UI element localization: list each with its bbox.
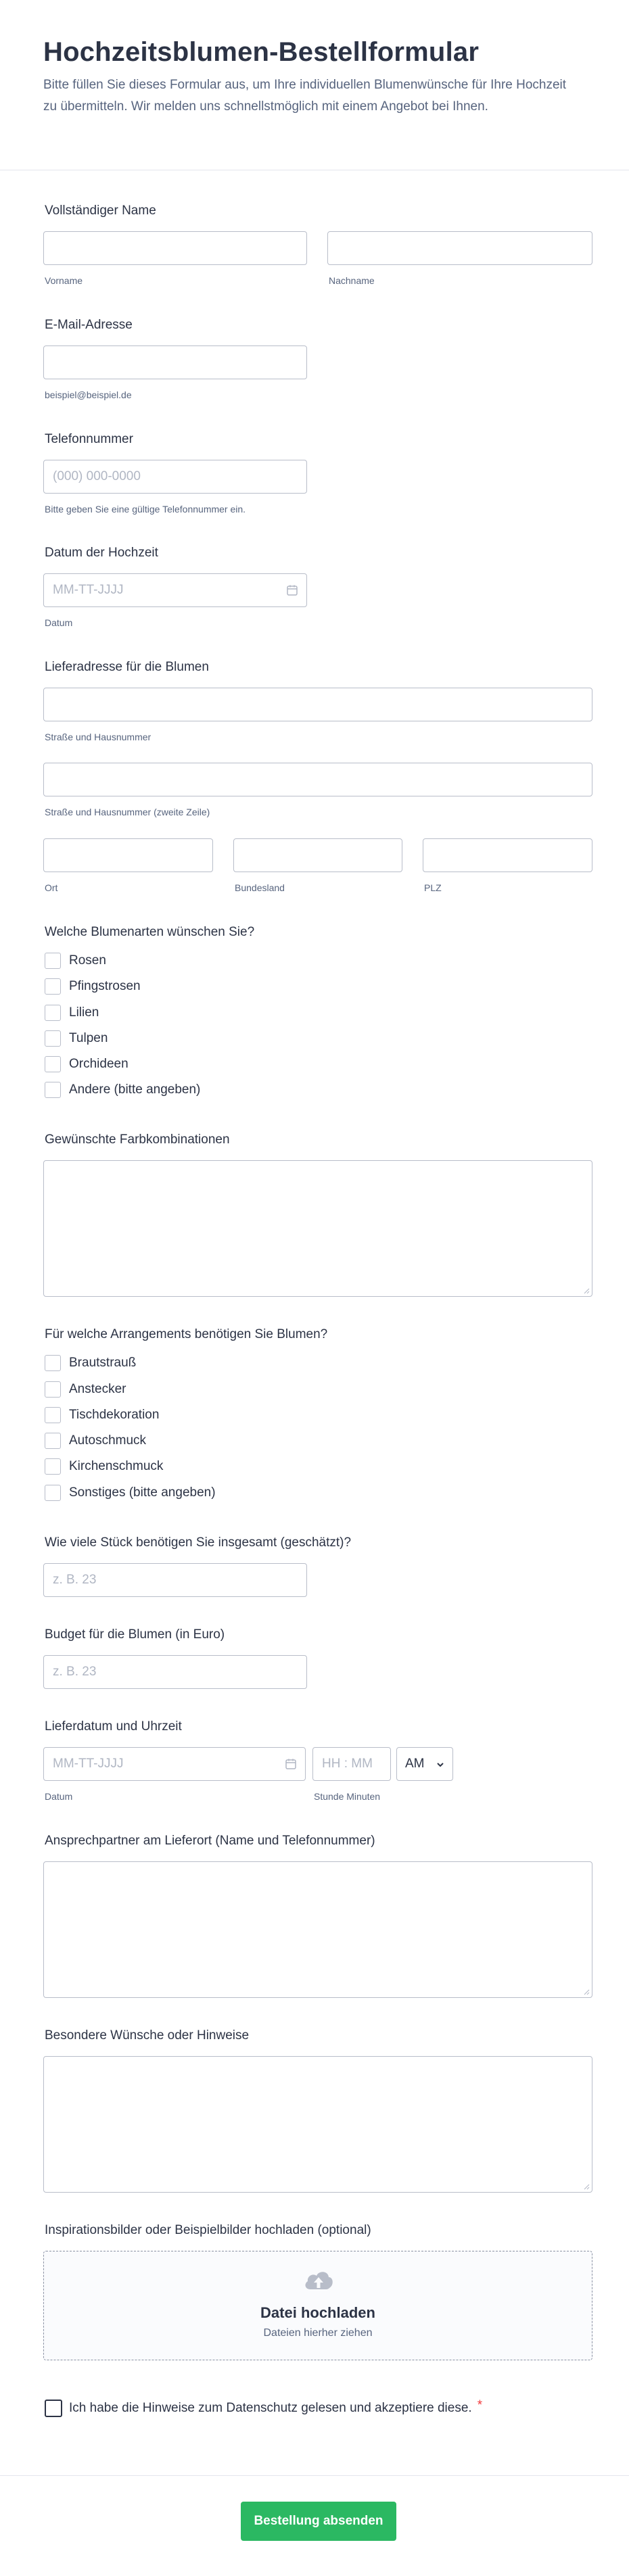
upload-hint: Dateien hierher ziehen	[263, 2327, 373, 2339]
delivery-time-sublabel: Stunde Minuten	[314, 1791, 381, 1802]
delivery-label: Lieferdatum und Uhrzeit	[45, 1719, 182, 1734]
flower-option[interactable]: Andere (bitte angeben)	[45, 1081, 200, 1099]
resize-handle-icon[interactable]	[583, 2183, 590, 2190]
zip-sublabel: PLZ	[424, 882, 442, 893]
wedding-date-label: Datum der Hochzeit	[45, 546, 158, 560]
delivery-date-placeholder: MM-TT-JJJJ	[53, 1757, 124, 1771]
checkbox[interactable]	[45, 953, 61, 969]
checkbox[interactable]	[45, 1056, 61, 1072]
privacy-text: Ich habe die Hinweise zum Datenschutz gelesen und akzeptiere diese.	[69, 2401, 472, 2415]
contact-textarea[interactable]	[43, 1861, 592, 1998]
address-label: Lieferadresse für die Blumen	[45, 660, 209, 674]
calendar-icon[interactable]	[286, 584, 298, 596]
budget-input[interactable]: z. B. 23	[43, 1655, 307, 1689]
street-input[interactable]	[43, 688, 592, 721]
checkbox[interactable]	[45, 1030, 61, 1047]
last-name-input[interactable]	[327, 231, 592, 265]
upload-title: Datei hochladen	[260, 2304, 375, 2321]
first-name-input[interactable]	[43, 231, 307, 265]
ampm-value: AM	[405, 1757, 425, 1771]
phone-label: Telefonnummer	[45, 432, 133, 446]
page-subtitle: Bitte füllen Sie dieses Formular aus, um Ihre individuellen Blumenwünsche für Ihre Hochzeit zu übermitteln. Wir melden uns schnellstmöglich mit einem Angebot bei Ihnen.	[43, 78, 567, 114]
budget-label: Budget für die Blumen (in Euro)	[45, 1627, 225, 1642]
arrangement-option[interactable]: Brautstrauß	[45, 1354, 136, 1372]
street2-input[interactable]	[43, 763, 592, 796]
colors-label: Gewünschte Farbkombinationen	[45, 1132, 230, 1147]
first-name-sublabel: Vorname	[45, 275, 83, 286]
phone-input[interactable]: (000) 000-0000	[43, 460, 307, 494]
cloud-upload-icon	[302, 2268, 335, 2292]
arrangement-option[interactable]: Tischdekoration	[45, 1406, 159, 1424]
checkbox[interactable]	[45, 1433, 61, 1449]
city-input[interactable]	[43, 838, 213, 872]
chevron-down-icon	[436, 1761, 444, 1768]
arrangement-option[interactable]: Autoschmuck	[45, 1432, 146, 1450]
city-sublabel: Ort	[45, 882, 58, 893]
checkbox[interactable]	[45, 978, 61, 995]
submit-button[interactable]: Bestellung absenden	[241, 2502, 396, 2541]
checkbox[interactable]	[45, 1407, 61, 1423]
privacy-checkbox[interactable]	[45, 2400, 62, 2417]
phone-sublabel: Bitte geben Sie eine gültige Telefonnummer ein.	[45, 504, 246, 515]
email-input[interactable]	[43, 345, 307, 379]
checkbox[interactable]	[45, 1355, 61, 1371]
flower-option[interactable]: Pfingstrosen	[45, 978, 141, 995]
flowers-label: Welche Blumenarten wünschen Sie?	[45, 925, 255, 939]
checkbox[interactable]	[45, 1381, 61, 1398]
wedding-date-sublabel: Datum	[45, 617, 73, 628]
file-upload-dropzone[interactable]	[43, 2251, 592, 2360]
checkbox[interactable]	[45, 1485, 61, 1501]
email-label: E-Mail-Adresse	[45, 318, 133, 332]
upload-label: Inspirationsbilder oder Beispielbilder hochladen (optional)	[45, 2223, 371, 2237]
state-sublabel: Bundesland	[235, 882, 285, 893]
contact-label: Ansprechpartner am Lieferort (Name und Telefonnummer)	[45, 1834, 375, 1848]
delivery-time-input[interactable]: HH : MM	[312, 1747, 391, 1781]
page-title: Hochzeitsblumen-Bestellformular	[43, 37, 480, 67]
flower-option[interactable]: Orchideen	[45, 1055, 129, 1073]
wishes-textarea[interactable]	[43, 2056, 592, 2193]
calendar-icon[interactable]	[285, 1758, 297, 1770]
colors-textarea[interactable]	[43, 1160, 592, 1297]
quantity-label: Wie viele Stück benötigen Sie insgesamt (geschätzt)?	[45, 1535, 352, 1550]
street-sublabel: Straße und Hausnummer	[45, 732, 152, 742]
flower-option[interactable]: Lilien	[45, 1004, 99, 1022]
flower-option[interactable]: Tulpen	[45, 1030, 108, 1047]
street2-sublabel: Straße und Hausnummer (zweite Zeile)	[45, 807, 210, 817]
checkbox[interactable]	[45, 1458, 61, 1475]
email-sublabel: beispiel@beispiel.de	[45, 389, 132, 400]
wedding-date-placeholder: MM-TT-JJJJ	[53, 583, 124, 597]
quantity-input[interactable]: z. B. 23	[43, 1563, 307, 1597]
checkbox[interactable]	[45, 1082, 61, 1098]
checkbox[interactable]	[45, 1005, 61, 1021]
required-asterisk: *	[477, 2398, 483, 2412]
name-label: Vollständiger Name	[45, 204, 156, 218]
arrangement-option[interactable]: Kirchenschmuck	[45, 1458, 163, 1475]
last-name-sublabel: Nachname	[329, 275, 375, 286]
wedding-date-input[interactable]	[43, 573, 307, 607]
delivery-date-input[interactable]	[43, 1747, 306, 1781]
state-input[interactable]	[233, 838, 402, 872]
privacy-row[interactable]	[45, 2399, 482, 2418]
flower-option[interactable]: Rosen	[45, 952, 106, 970]
arrangements-label: Für welche Arrangements benötigen Sie Blumen?	[45, 1327, 328, 1341]
footer-divider	[0, 2475, 629, 2476]
wishes-label: Besondere Wünsche oder Hinweise	[45, 2028, 250, 2043]
resize-handle-icon[interactable]	[583, 1988, 590, 1995]
zip-input[interactable]	[423, 838, 592, 872]
delivery-date-sublabel: Datum	[45, 1791, 73, 1802]
form-header	[0, 0, 629, 170]
ampm-select[interactable]	[396, 1747, 453, 1781]
arrangement-option[interactable]: Sonstiges (bitte angeben)	[45, 1484, 216, 1502]
arrangement-option[interactable]: Anstecker	[45, 1381, 126, 1398]
resize-handle-icon[interactable]	[583, 1287, 590, 1294]
